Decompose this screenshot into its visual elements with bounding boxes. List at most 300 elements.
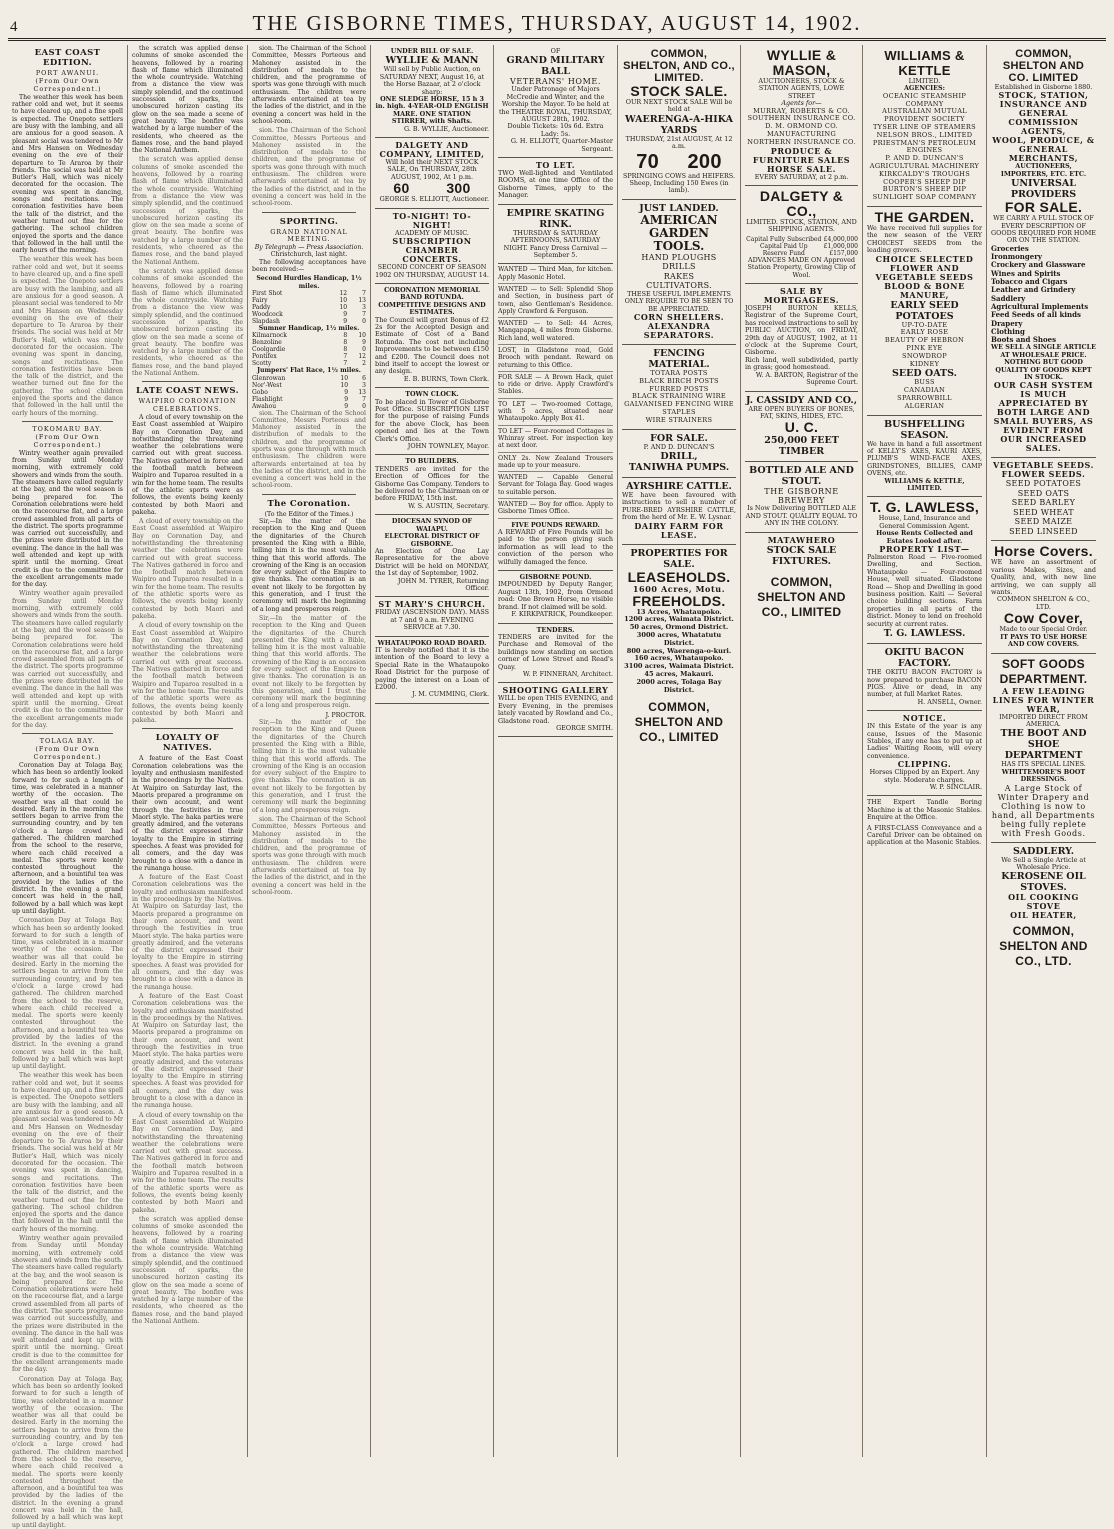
weight-pounds: 0 bbox=[362, 402, 366, 410]
section-headline: SPORTING. bbox=[279, 216, 339, 227]
ad-firm: COMMON, SHELTON AND CO. LIMITED bbox=[1002, 48, 1085, 84]
letter-address: (To the Editor of the Times.) bbox=[264, 510, 354, 518]
ad-text: House Rents Collected and Estates Looked after. bbox=[876, 529, 973, 545]
ad-text: AUCTIONEERS, IMPORTERS, ETC. ETC. bbox=[1000, 162, 1087, 178]
ad-text: TENDERS are invited for the Erection of Offices for the Gisborne Gas Company. Tenders to be delivered to the Chairman on or before FRIDAY, 15th inst. bbox=[375, 464, 489, 503]
list-item: NELSON BROS., LIMITED bbox=[876, 130, 973, 139]
list-item: CANADIAN bbox=[903, 386, 946, 395]
list-item: GALVANISED FENCING WIRE bbox=[624, 400, 734, 409]
page-number: 4 bbox=[10, 19, 18, 35]
ad-signature: F. KIRKPATRICK, Poundkeeper. bbox=[511, 610, 613, 619]
weight-stone: 12 bbox=[339, 289, 348, 297]
advertisement bbox=[375, 45, 489, 138]
ad-text: ACADEMY OF MUSIC. bbox=[395, 228, 469, 237]
ad-heading: FENCING MATERIAL. bbox=[648, 348, 710, 371]
ad-text: Horses Clipped by an Expert. Any style. Moderate charges. bbox=[869, 768, 980, 784]
list-item: SEED BARLEY bbox=[1011, 498, 1076, 508]
masthead bbox=[8, 6, 1106, 41]
horse-name: Awahou bbox=[252, 402, 277, 410]
weight-stone: 10 bbox=[339, 296, 348, 304]
ad-text: Is Now Delivering BOTTLED ALE AND STOUT. QUALITY EQUAL TO ANY IN THE COLONY. bbox=[745, 504, 858, 528]
ad-heading: AGENCIES: bbox=[903, 84, 946, 93]
table-row bbox=[252, 389, 366, 396]
horse-name: Woodcock bbox=[252, 310, 283, 318]
ad-heading: PROPERTY LIST— bbox=[879, 544, 970, 555]
weight-pounds: 0 bbox=[362, 346, 366, 354]
advertisement bbox=[991, 654, 1096, 843]
advertisement bbox=[622, 430, 736, 478]
list-item: 2000 acres, Tolaga Bay District. bbox=[636, 677, 722, 694]
ad-text: SECOND CONCERT OF SEASON 1902 ON THURSDAY, AUGUST 14. bbox=[375, 263, 489, 279]
article-body: A feature of the East Coast Coronation celebrations was the loyalty and enthusiasm manifested in the proceedings by the Natives. At Waipiro on Saturday last, the Maoris prepared a programme on their own account, and went through the festivities in true Maori style. The haka parties were greatly admired, and the veterans of the district expressed their loyalty to the Empire in stirring speeches. A feast was provided for all comers, and the day was brought to a close with a dance in the runanga house. bbox=[132, 755, 243, 872]
ad-text: An Election of One Lay Representative for the above District will be held on MONDAY, the 1st day of September, 1902. bbox=[375, 546, 489, 578]
list-item: SEED OATS bbox=[1017, 488, 1070, 498]
ad-heading: WAERENGA-A-HIKA YARDS bbox=[625, 113, 733, 136]
ad-firm: WYLLIE & MANN bbox=[385, 55, 479, 67]
article-body-continued: Wintry weather again prevailed from Sunday until Monday morning, with extremely cold showers and winds from the south. The steamers have called regularly at the bay, and the wool season is being prepared for. The Coronation celebrations were held on the racecourse flat, and a large crowd assembled from all parts of the district. The sports programme was carried out successfully, and the prizes were distributed in the evening. The dance in the hall was well attended and kept up with spirit until the morning. Great credit is due to the committee for the excellent arrangements made for the day. bbox=[12, 590, 123, 729]
ad-text: TENDERS are invited for the Purchase and Removal of the buildings now standing on section corner of Lowe Street and Read's Quay. bbox=[498, 632, 613, 671]
ad-heading: STOCK SALE FIXTURES. bbox=[766, 544, 837, 567]
classified-ad: WANTED — to Sell: 44 Acres, Mangapapa, 4 miles from Gisborne. Rich land, well watered. bbox=[498, 318, 613, 345]
ad-text: SPRINGING COWS and HEIFERS. Sheep, Including 150 Ewes (in lamb). bbox=[623, 171, 735, 195]
ad-heading: WOOL, PRODUCE, & GENERAL MERCHANTS, bbox=[992, 135, 1095, 164]
table-row bbox=[252, 304, 366, 311]
column-7 bbox=[741, 45, 863, 1457]
table-row bbox=[252, 318, 366, 325]
section-headline: LATE COAST NEWS. bbox=[135, 386, 240, 397]
ad-text: We Sell a Single Article at Wholesale Price. bbox=[1001, 855, 1086, 871]
ad-text: To be placed in Tower of Gisborne Post Office. SUBSCRIPTION LIST for the purpose of raising Funds for the above Clock, has been opened and lies at the Town Clerk's Office. bbox=[375, 397, 489, 443]
list-item: TOTARA POSTS bbox=[650, 369, 708, 378]
classified-ad: TO LET — Four-roomed Cottages in Whinray street. For inspection key at next door. bbox=[498, 426, 613, 453]
list-item: RAKES bbox=[663, 271, 695, 281]
list-item: SUNLIGHT SOAP COMPANY bbox=[872, 193, 977, 202]
list-item: STAPLES bbox=[662, 408, 696, 417]
ad-heading: FREEHOLDS. bbox=[632, 592, 726, 609]
horse-name: Fairy bbox=[252, 296, 268, 304]
ad-heading: CLIPPING. bbox=[897, 759, 952, 770]
ad-heading: ELECTORAL DISTRICT OF GISBORNE. bbox=[384, 532, 480, 548]
list-item: SNOWDROP bbox=[902, 351, 947, 360]
column-1 bbox=[8, 45, 128, 1529]
ad-text: WE have been favoured with instructions to sell a number of PURE-BRED AYRSHIRE CATTLE, from the herd of Mr. E. W. Lysnar. bbox=[622, 491, 736, 522]
horse-name: Nor'-West bbox=[252, 381, 282, 389]
advertisement bbox=[498, 158, 613, 205]
ad-heading: TO BUILDERS. bbox=[405, 457, 459, 466]
ad-heading: UNIVERSAL PROVIDERS bbox=[1010, 178, 1077, 201]
table-row bbox=[252, 382, 366, 389]
list-item: Drapery bbox=[991, 318, 1023, 328]
weight-pounds: 3 bbox=[362, 303, 366, 311]
list-item: KIRKCALDY'S TROUGHS bbox=[878, 169, 971, 178]
ad-signature: H. ANSELL, Owner. bbox=[917, 697, 982, 706]
ad-firm: COMMON, SHELTON, AND CO., LIMITED. bbox=[623, 48, 735, 84]
column-3 bbox=[248, 45, 371, 1457]
race-table bbox=[252, 375, 366, 410]
race-table bbox=[252, 332, 366, 367]
table-row bbox=[252, 353, 366, 360]
weight-pounds: 9 bbox=[362, 339, 366, 347]
ad-number: 200 bbox=[687, 150, 722, 173]
article-body: Coronation Day at Tolaga Bay, which has been so ardently looked forward to for such a length of time, was celebrated in a manner worthy of the occasion. The weather was all that could be desired. Early in the morning the settlers began to arrive from the surrounding country, and by ten o'clock a large crowd had gathered. The children marched from the school to the reserve, where each child received a medal. The sports were keenly contested throughout the afternoon, and a bountiful tea was provided by the ladies of the district. In the evening a grand concert was held in the hall, followed by a ball which was kept up until daylight. bbox=[12, 762, 123, 915]
weight-stone: 8 bbox=[343, 346, 348, 354]
list-item: DRILLS bbox=[662, 262, 696, 272]
weight-stone: 9 bbox=[344, 402, 349, 410]
ad-text: Agents for— bbox=[781, 99, 822, 108]
ad-heading: KEROSENE OIL STOVES. bbox=[1001, 871, 1086, 894]
weight-stone: 7 bbox=[343, 353, 348, 361]
ad-footer: COMMON, SHELTON AND CO., LIMITED bbox=[757, 574, 846, 619]
ad-signature: GEORGE S. ELLIOTT, Auctioneer. bbox=[379, 195, 489, 204]
list-item: MURRAY, ROBERTS & CO. bbox=[753, 106, 850, 115]
advertisement bbox=[498, 45, 613, 158]
classified-ads bbox=[498, 264, 613, 518]
advertisement bbox=[375, 388, 489, 455]
article-heading: WAIPIRO CORONATION CELEBRATIONS. bbox=[138, 397, 237, 413]
list-item: Saddlery bbox=[991, 293, 1026, 303]
ad-heading: SADDLERY. bbox=[1012, 845, 1075, 857]
ad-heading: TO-NIGHT! TO-NIGHT! bbox=[392, 210, 472, 230]
ad-heading: CORN SHELLERS. bbox=[633, 312, 725, 323]
ad-heading: OKITU BACON FACTORY. bbox=[884, 647, 965, 670]
advertisement bbox=[622, 478, 736, 545]
list-item: CULTIVATORS. bbox=[646, 281, 712, 291]
ad-heading: A FEW LEADING LINES FOR WINTER WEAR, bbox=[992, 685, 1095, 714]
list-item: Groceries bbox=[991, 243, 1029, 253]
ad-heading: STOCK, STATION, INSURANCE AND GENERAL COMMISSION AGENTS, bbox=[998, 90, 1089, 137]
article-body-continued: Wintry weather again prevailed from Sunday until Monday morning, with extremely cold showers and winds from the south. The steamers have called regularly at the bay, and the wool season is being prepared for. The Coronation celebrations were held on the racecourse flat, and a large crowd assembled from all parts of the district. The sports programme was carried out successfully, and the prizes were distributed in the evening. The dance in the hall was well attended and kept up with spirit until the morning. Great credit is due to the committee for the excellent arrangements made for the day. bbox=[12, 1235, 123, 1374]
classified-ad: TO LET — Two-roomed Cottage, with 5 acres, situated near Whataupoko. Apply Box 41. bbox=[498, 399, 613, 426]
advertisement bbox=[991, 458, 1096, 541]
article-source: (From Our Own Correspondent.) bbox=[33, 77, 102, 93]
advertisement bbox=[867, 497, 982, 644]
list-item: SEED POTATOES bbox=[1005, 479, 1082, 489]
ad-firm: WYLLIE & MASON, bbox=[766, 47, 837, 78]
list-item: SEED LINSEED bbox=[1009, 526, 1078, 536]
list-item: 50 acres, Ormond District. bbox=[629, 623, 729, 632]
list-item: P. AND D. DUNCAN'S AGRICULTURAL MACHINERY bbox=[869, 154, 980, 170]
weight-stone: 9 bbox=[343, 317, 348, 325]
article-body: Wintry weather again prevailed from Sunday until Monday morning, with extremely cold showers and winds from the south. The steamers have called regularly at the bay, and the wool season is being prepared for. The Coronation celebrations were held on the racecourse flat, and a large crowd assembled from all parts of the district. The sports programme was carried out successfully, and the prizes were distributed in the evening. The dance in the hall was well attended and kept up with spirit until the morning. Great credit is due to the committee for the excellent arrangements made for the day. bbox=[12, 449, 123, 589]
ad-text: JOSEPH BURTON KELLS, Registrar of the Supreme Court, has received instructions to sell by PUBLIC AUCTION, on FRIDAY, 29th day of AUGUST, 1902, at 11 o'clock at the Supreme Court, Gisborne. bbox=[745, 304, 858, 357]
ad-text: OUR NEXT STOCK SALE Will be held at bbox=[625, 98, 733, 114]
weight-pounds: 0 bbox=[362, 317, 366, 325]
article-body: the scratch was applied dense columns of smoke ascended the heavens, followed by a roaring flash of flame which illuminated the whole countryside. Watching from a distance the view was simply splendid, and the continued succession of sparks, the unobscured horizon casting its glow on the sea made a scene of great beauty. The bonfire was watched by a large number of the residents, who cheered as the flames rose, and the band played the National Anthem. bbox=[132, 45, 243, 155]
ad-heading: SEED OATS. bbox=[892, 368, 957, 380]
advertisement bbox=[375, 209, 489, 284]
ad-text: WE have an assortment of various Makes, Sizes, and Quality, and, with new line arriving, we can supply all wants. bbox=[991, 558, 1096, 597]
ad-text: ONE SLEDGE HORSE, 15 h 3 in. high. 4-YEAR-OLD ENGLISH MARE. ONE STATION STIRRER, with Shafts. bbox=[375, 95, 489, 126]
ad-firm: T. G. LAWLESS, bbox=[869, 499, 980, 516]
list-item: BURTON'S SHEEP DIP bbox=[882, 185, 967, 194]
telegraph-credit: By Telegraph — Press Association. bbox=[254, 244, 364, 252]
ad-signature: G. H. ELLIOTT, Quarter-Master Sergeant. bbox=[510, 137, 613, 153]
ad-heading: SUBSCRIPTION CHAMBER CONCERTS. bbox=[392, 236, 472, 265]
ad-heading: DIOCESAN SYNOD OF WAIAPU. bbox=[391, 517, 473, 533]
ad-heading: THE GARDEN. bbox=[874, 208, 975, 225]
ad-heading: SHOOTING GALLERY bbox=[502, 685, 609, 696]
horse-name: Benzoline bbox=[252, 339, 282, 347]
letter-signature: J. PROCTOR. bbox=[325, 711, 366, 719]
list-item: Boots and Shoes bbox=[991, 335, 1057, 345]
ad-signature: WILLIAMS & KETTLE, LIMITED. bbox=[884, 476, 965, 492]
advertisement bbox=[498, 519, 613, 571]
ad-text: Will sell by Public Auction, on SATURDAY NEXT, August 16, at the Horse Bazaar, at 2 o'clock sharp: bbox=[379, 65, 485, 96]
ad-text: WHITTEMORE'S BOOT DRESSINGS. bbox=[1001, 767, 1086, 784]
article-heading: TOLAGA BAY. bbox=[39, 737, 96, 746]
ad-heading: EMPIRE SKATING RINK. bbox=[506, 207, 605, 230]
article-body-continued: Coronation Day at Tolaga Bay, which has been so ardently looked forward to for such a length of time, was celebrated in a manner worthy of the occasion. The weather was all that could be desired. Early in the morning the settlers began to arrive from the surrounding country, and by ten o'clock a large crowd had gathered. The children marched from the school to the reserve, where each child received a medal. The sports were keenly contested throughout the afternoon, and a bountiful tea was provided by the ladies of the district. In the evening a grand concert was held in the hall, followed by a ball which was kept up until daylight. bbox=[12, 1375, 123, 1529]
list-item: Feed Seeds of all kinds bbox=[991, 310, 1081, 320]
advertisement bbox=[867, 416, 982, 498]
advertisement bbox=[745, 462, 858, 532]
table-row bbox=[252, 346, 366, 353]
ad-signature: JOHN TOWNLEY, Mayor. bbox=[407, 442, 489, 451]
ad-text: IT PAYS TO USE HORSE AND COW COVERS. bbox=[1000, 632, 1087, 649]
list-item: FURRED POSTS bbox=[649, 384, 709, 393]
ad-text: WE SELL A SINGLE ARTICLE AT WHOLESALE PRICE. bbox=[991, 343, 1096, 359]
ad-text: IN this Estate of the year is any cause, Issues of the Masonic Stables, if any one has to put up at Ladies' Waiting Room, will every convenience. bbox=[867, 722, 982, 760]
horse-name: Glenrowan bbox=[252, 374, 286, 382]
advertisement bbox=[375, 637, 489, 704]
ad-text: Under Patronage of Majors McCredie and Winter, and the Worship the Mayor. To be held at the THEATRE ROYAL, THURSDAY, AUGUST 28th, 1902. bbox=[498, 85, 613, 124]
ad-firm: DALGETY AND COMPANY, LIMITED, bbox=[379, 140, 485, 160]
table-row bbox=[252, 297, 366, 304]
ad-heading: AMERICAN GARDEN TOOLS. bbox=[640, 212, 718, 253]
weight-pounds: 12 bbox=[358, 353, 366, 361]
ad-text: House, Land, Insurance and General Commission Agent. bbox=[878, 514, 971, 530]
list-item: 45 acres, Makauri. bbox=[644, 670, 714, 679]
horse-name: Paddy bbox=[252, 303, 271, 311]
ad-heading: VETERANS' HOME. bbox=[510, 77, 601, 87]
ad-heading: FOR SALE. bbox=[650, 432, 708, 444]
article-body-continued: sion. The Chairman of the School Committee, Messrs Porteous and Mahoney assisted in the distribution of medals to the children, and the programme of sports was gone through with much enthusiasm. The children were afterwards entertained at tea by the ladies of the district, and in the evening a concert was held in the school-room. bbox=[252, 815, 366, 896]
advertisement bbox=[498, 571, 613, 623]
ad-heading: PRODUCE & FURNITURE SALES bbox=[752, 145, 851, 165]
ad-signature: J. M. CUMMING, Clerk. bbox=[412, 690, 489, 699]
advertisement bbox=[498, 683, 613, 737]
ad-heading: LEASEHOLDS. bbox=[627, 568, 731, 585]
weight-pounds: 13 bbox=[358, 388, 366, 396]
table-row bbox=[252, 311, 366, 318]
race-table bbox=[252, 290, 366, 325]
ad-firm: WILLIAMS & KETTLE bbox=[884, 48, 965, 78]
ad-heading: PROPERTIES FOR SALE. bbox=[630, 547, 728, 570]
advertisement bbox=[745, 45, 858, 186]
ad-text: IT is hereby notified that it is the intention of the Board to levy a Special Rate in the Whataupoko Road District for the purpose of paying the interest on a Loan of £2000. bbox=[375, 645, 489, 691]
list-item: 3000 acres, Whatatutu District. bbox=[636, 631, 722, 647]
ad-heading: TO LET. bbox=[535, 160, 576, 171]
article-body: The following acceptances have been received:— bbox=[252, 258, 366, 274]
article-body-continued: the scratch was applied dense columns of smoke ascended the heavens, followed by a roaring flash of flame which illuminated the whole countryside. Watching from a distance the view was simply splendid, and the continued succession of sparks, the unobscured horizon casting its glow on the sea made a scene of great beauty. The bonfire was watched by a large number of the residents, who cheered as the flames rose, and the band played the National Anthem. bbox=[132, 156, 243, 266]
ad-text: P. AND D. DUNCAN'S bbox=[643, 442, 715, 451]
advertisement bbox=[867, 796, 982, 850]
list-item: AUSTRALIAN MUTUAL PROVIDENT SOCIETY bbox=[882, 107, 967, 124]
ad-heading: FOR SALE. bbox=[1004, 199, 1083, 216]
ad-signature: W. A. BARTON, Registrar of the Supreme Court. bbox=[755, 370, 858, 387]
weight-stone: 8 bbox=[343, 332, 348, 340]
ad-heading: FIVE POUNDS REWARD. bbox=[511, 520, 600, 529]
horse-name: Coolgardie bbox=[252, 346, 286, 354]
article-body-continued: sion. The Chairman of the School Committee, Messrs Porteous and Mahoney assisted in the distribution of medals to the children, and the programme of sports was gone through with much enthusiasm. The children were afterwards entertained at tea by the ladies of the district, and in the evening a concert was held in the school-room. bbox=[252, 127, 366, 208]
ad-heading: CORONATION MEMORIAL BAND ROTUNDA. bbox=[384, 285, 480, 302]
article-body-continued: Coronation Day at Tolaga Bay, which has been so ardently looked forward to for such a length of time, was celebrated in a manner worthy of the occasion. The weather was all that could be desired. Early in the morning the settlers began to arrive from the surrounding country, and by ten o'clock a large crowd had gathered. The children marched from the school to the reserve, where each child received a medal. The sports were keenly contested throughout the afternoon, and a bountiful tea was provided by the ladies of the district. In the evening a grand concert was held in the hall, followed by a ball which was kept up until daylight. bbox=[12, 917, 123, 1071]
table-row bbox=[252, 360, 366, 367]
ad-heading: STOCK SALE. bbox=[630, 83, 728, 99]
article-body-continued: The weather this week has been rather cold and wet, but it seems to have cleared up, and a fine spell is expected. The Onepoto settlers are busy with the lambing, and all are anxious for a good season. A pleasant social was tendered to Mr and Mrs Hansen on Wednesday evening on the eve of their departure to Te Araroa by their friends. The social was held at Mr Butler's Hall, which was nicely decorated for the occasion. The evening was spent in dancing, songs and recitations. The coronation festivities have been the talk of the district, and the weather turned out fine for the gathering. The school children enjoyed the sports and the dance that followed in the hall until the early hours of the morning. bbox=[12, 256, 123, 417]
list-item: KIDNEY bbox=[909, 359, 940, 368]
ad-heading: OIL HEATER, bbox=[1010, 910, 1077, 921]
ad-heading: EARLY SEED POTATOES bbox=[890, 299, 959, 322]
ad-text: AUCTIONEERS, STOCK & STATION AGENTS, LOWE STREET bbox=[758, 77, 845, 100]
weight-pounds: 7 bbox=[362, 395, 366, 403]
advertisement bbox=[745, 533, 858, 624]
weight-pounds: 10 bbox=[358, 332, 366, 340]
ad-text: The Council will grant Bonus of £2 2s for the Accepted Design and Estimate of Cost of a Band Rotunda. The cost not including Improvements to be between £150 and £200. The Council does not bind itself to accept the lowest or any design. bbox=[375, 315, 489, 376]
advertisement bbox=[375, 138, 489, 209]
list-item: WIRE STRAINERS bbox=[645, 415, 713, 424]
ad-text: A Large Stock of Winter Drapery and Clothing is now to hand, all Departments being fully replete with Fresh Goods. bbox=[991, 783, 1096, 838]
ad-heading: COMPETITIVE DESIGNS AND ESTIMATES. bbox=[378, 300, 486, 317]
article-body: A cloud of every township on the East Coast assembled at Waipiro Bay on Coronation Day, and notwithstanding the threatening weather the celebrations were carried out with great success. The Natives gathered in force and the football match between Waipiro and Tuparoa resulted in a win for the home team. The results of the athletic sports were as follows, the events being keenly contested by both Maori and pakeha. bbox=[132, 413, 243, 516]
column-5 bbox=[494, 45, 618, 1457]
ad-text: ADVANCES MADE ON Approved Station Property, Growing Clip of Wool. bbox=[747, 255, 856, 279]
advertisement bbox=[498, 205, 613, 265]
advertisement bbox=[622, 200, 736, 345]
ad-heading: GRAND MILITARY BALL bbox=[506, 55, 605, 78]
weight-stone: 10 bbox=[339, 303, 348, 311]
advertisement bbox=[867, 711, 982, 796]
ad-signature: W. P. SINCLAIR. bbox=[929, 782, 982, 791]
advertisement bbox=[375, 284, 489, 388]
ad-heading: OIL COOKING STOVE bbox=[1008, 892, 1079, 912]
weight-stone: 9 bbox=[344, 388, 349, 396]
article-body: sion. The Chairman of the School Committee, Messrs Porteous and Mahoney assisted in the distribution of medals to the children, and the programme of sports was gone through with much enthusiasm. The children were afterwards entertained at tea by the ladies of the district, and in the evening a concert was held in the school-room. bbox=[252, 45, 366, 125]
ad-heading: U. C. bbox=[784, 419, 819, 436]
ad-firm: DALGETY & CO., bbox=[759, 188, 844, 220]
list-item: Leather and Grindery bbox=[991, 285, 1076, 295]
classified-ad: WANTED — Boy for office. Apply to Gisborne Times Office. bbox=[498, 499, 613, 519]
article-body-continued: The weather this week has been rather cold and wet, but it seems to have cleared up, and a fine spell is expected. The Onepoto settlers are busy with the lambing, and all are anxious for a good season. A pleasant social was tendered to Mr and Mrs Hansen on Wednesday evening on the eve of their departure to Te Araroa by their friends. The social was held at Mr Butler's Hall, which was nicely decorated for the occasion. The evening was spent in dancing, songs and recitations. The coronation festivities have been the talk of the district, and the weather turned out fine for the gathering. The school children enjoyed the sports and the dance that followed in the hall until the early hours of the morning. bbox=[12, 1072, 123, 1233]
table-row bbox=[252, 339, 366, 346]
list-item: OCEANIC STEAMSHIP COMPANY bbox=[882, 91, 967, 108]
article-body-continued: A feature of the East Coast Coronation celebrations was the loyalty and enthusiasm manifested in the proceedings by the Natives. At Waipiro on Saturday last, the Maoris prepared a programme on their own account, and went through the festivities in true Maori style. The haka parties were greatly admired, and the veterans of the district expressed their loyalty to the Empire in stirring speeches. A feast was provided for all comers, and the day was brought to a close with a dance in the runanga house. bbox=[132, 992, 243, 1110]
ad-text: THESE USEFUL IMPLEMENTS ONLY REQUIRE TO BE SEEN TO BE APPRECIATED. bbox=[624, 289, 734, 313]
ad-text: OUR CASH SYSTEM IS MUCH APPRECIATED BY BOTH LARGE AND SMALL BUYERS, AS EVIDENT FROM OUR INCREASED SALES. bbox=[993, 380, 1094, 454]
ad-text: We have received full supplies for the new season of the VERY CHOICEST SEEDS from the leading growers. bbox=[867, 223, 982, 255]
ad-heading: AYRSHIRE CATTLE. bbox=[626, 481, 732, 493]
ad-heading: MATAWHERO bbox=[767, 534, 836, 545]
list-item: BLACK STRAINING WIRE bbox=[632, 392, 726, 401]
list-item: 13 Acres, Whataupoko. bbox=[636, 607, 722, 616]
table-row bbox=[252, 403, 366, 410]
advertisement bbox=[867, 207, 982, 416]
list-item: SEED WHEAT bbox=[1013, 507, 1074, 517]
weight-pounds: 7 bbox=[362, 310, 366, 318]
ad-heading: TENDERS. bbox=[536, 625, 575, 634]
ad-text: 1600 Acres, Motu. bbox=[632, 583, 726, 594]
list-item: D. M. ORMOND CO. MANUFACTURING bbox=[765, 122, 838, 139]
weight-stone: 9 bbox=[343, 310, 348, 318]
list-item: 160 acres, Whataupoko. bbox=[634, 654, 724, 663]
ad-heading: BLOOD & BONE MANURE, bbox=[884, 280, 965, 300]
ad-text: THURSDAY, 21st AUGUST, At 12 a.m. bbox=[625, 134, 733, 151]
advertisement bbox=[745, 284, 858, 391]
article-heading: PORT AWANUI. bbox=[35, 69, 100, 77]
weight-pounds: 3 bbox=[362, 381, 366, 389]
article-body-continued: Sir,—In the matter of the reception to the King and Queen the dignitaries of the Church presented the King with a Bible, telling him it is the most valuable thing that this world affords. The crowning of the King is an occasion for every subject of the Empire to give thanks. The coronation is an event not likely to be forgotten by this generation, and I trust the ceremony will mark the beginning of a long and prosperous reign. bbox=[252, 614, 366, 710]
table-row bbox=[252, 396, 366, 403]
ad-heading: DRILL, bbox=[660, 451, 698, 463]
article-body-continued: A cloud of every township on the East Coast assembled at Waipiro Bay on Coronation Day, and notwithstanding the threatening weather the celebrations were carried out with great success. The Natives gathered in force and the football match between Waipiro and Tuparoa resulted in a win for the home team. The results of the athletic sports were as follows, the events being keenly contested by both Maori and pakeha. bbox=[132, 1111, 243, 1214]
ad-signature: GEORGE SMITH. bbox=[556, 723, 613, 732]
advertisement bbox=[375, 597, 489, 636]
ad-footer: COMMON, SHELTON AND CO., LTD. bbox=[999, 924, 1088, 969]
advertisement bbox=[622, 345, 736, 430]
advertisement bbox=[991, 843, 1096, 974]
weight-stone: 9 bbox=[344, 395, 349, 403]
ad-signature: COMMON SHELTON & CO., LTD. bbox=[996, 595, 1091, 611]
ad-text: Palmerston Road — Five-roomed Dwelling, and Section. Whataupoko — Four-roomed House, well situated. Gladstone Road — Shop and Dwelling in good business position. Kaiti — Several choice building sections. Farm properties in all parts of the district. Money to lend on freehold security at current rates. bbox=[867, 553, 982, 628]
classified-ad: ONLY 2s. New Zealand Trousers made up to your measure. bbox=[498, 453, 613, 473]
horse-name: Slapdash bbox=[252, 317, 280, 325]
ad-footer: COMMON, SHELTON AND CO., LIMITED bbox=[634, 700, 724, 745]
ad-text: EVERY SATURDAY, at 2 p.m. bbox=[754, 172, 849, 181]
section-headline: LOYALTY OF NATIVES. bbox=[155, 733, 220, 754]
article-body-continued: sion. The Chairman of the School Committee, Messrs Porteous and Mahoney assisted in the distribution of medals to the children, and the programme of sports was gone through with much enthusiasm. The children were afterwards entertained at tea by the ladies of the district, and in the evening a concert was held in the school-room. bbox=[252, 409, 366, 490]
ad-text: LIMITED. bbox=[908, 77, 941, 85]
ad-text: THURSDAY & SATURDAY AFTERNOONS, SATURDAY NIGHT. Fancy Dress Carnival — September 5. bbox=[503, 228, 608, 259]
column-4 bbox=[371, 45, 494, 1457]
list-item: EARLY ROSE bbox=[900, 328, 949, 337]
list-item: BEAUTY OF HEBRON bbox=[884, 336, 965, 345]
ad-number: 300 bbox=[446, 180, 471, 197]
list-item: HAND PLOUGHS bbox=[641, 252, 717, 262]
ad-text: A REWARD of Five Pounds will be paid to the person giving such information as will lead to the conviction of the person who wilfully damaged the fence. bbox=[498, 528, 613, 566]
classified-ad: WANTED — Third Man, for kitchen. Apply Masonic Hotel. bbox=[498, 264, 613, 284]
list-item: SEED MAIZE bbox=[1014, 517, 1073, 527]
advertisement bbox=[991, 45, 1096, 458]
ad-heading: VEGETABLE SEEDS. FLOWER SEEDS. bbox=[992, 460, 1094, 480]
ad-heading: SALE BY MORTGAGEES. bbox=[763, 286, 840, 306]
list-item: Ironmongery bbox=[991, 252, 1042, 262]
advertisement bbox=[867, 644, 982, 711]
ad-heading: TOWN CLOCK. bbox=[405, 390, 459, 399]
race-title: Jumpers' Flat Race, 1½ miles. bbox=[257, 367, 361, 375]
article-body-continued: Sir,—In the matter of the reception to the King and Queen the dignitaries of the Church presented the King with a Bible, telling him it is the most valuable thing that this world affords. The crowning of the King is an occasion for every subject of the Empire to give thanks. The coronation is an event not likely to be forgotten by this generation, and I trust the ceremony will mark the beginning of a long and prosperous reign. bbox=[252, 719, 366, 814]
classified-ad: WANTED — to Sell: Splendid Shop and Section, in business part of town, also Gentleman's Residence. Apply Crawford & Ferguson. bbox=[498, 284, 613, 318]
advertisement bbox=[991, 541, 1096, 653]
horse-name: Gobo bbox=[252, 388, 268, 396]
ad-text: Double Tickets: 10s 6d. Extra Lady: 5s. bbox=[507, 122, 604, 138]
section-headline: EAST COAST EDITION. bbox=[34, 48, 101, 68]
column-8 bbox=[863, 45, 987, 1457]
ad-text: IMPOUNDED by Deputy Ranger, August 13th, 1902, from Ormond road: One Brown Horse, no visible brand. If not claimed will be sold. bbox=[498, 580, 613, 611]
ad-text: FRIDAY (ASCENSION DAY). MASS at 7 and 9 a.m. EVENING SERVICE at 7.30. bbox=[375, 608, 489, 632]
advertisement bbox=[375, 455, 489, 515]
advertisement bbox=[745, 186, 858, 284]
ad-heading: THE BOOT AND SHOE DEPARTMENT bbox=[1000, 728, 1087, 762]
advertisement bbox=[867, 45, 982, 207]
advertisement bbox=[622, 45, 736, 200]
weight-pounds: 7 bbox=[362, 289, 366, 297]
article-body-continued: the scratch was applied dense columns of smoke ascended the heavens, followed by a roaring flash of flame which illuminated the whole countryside. Watching from a distance the view was simply splendid, and the continued succession of sparks, the unobscured horizon casting its glow on the sea made a scene of great beauty. The bonfire was watched by a large number of the residents, who cheered as the flames rose, and the band played the National Anthem. bbox=[132, 1215, 243, 1325]
weight-stone: 10 bbox=[340, 381, 349, 389]
weight-stone: 8 bbox=[343, 339, 348, 347]
race-title: Second Hurdles Handicap, 1½ miles. bbox=[256, 275, 362, 290]
capital-table: Capital Fully Subscribed £4,000,000 Capital Paid Up £1,000,000 Reserve Fund £157,000 bbox=[746, 235, 858, 257]
ad-signature: E. B. BURNS, Town Clerk. bbox=[403, 374, 489, 383]
